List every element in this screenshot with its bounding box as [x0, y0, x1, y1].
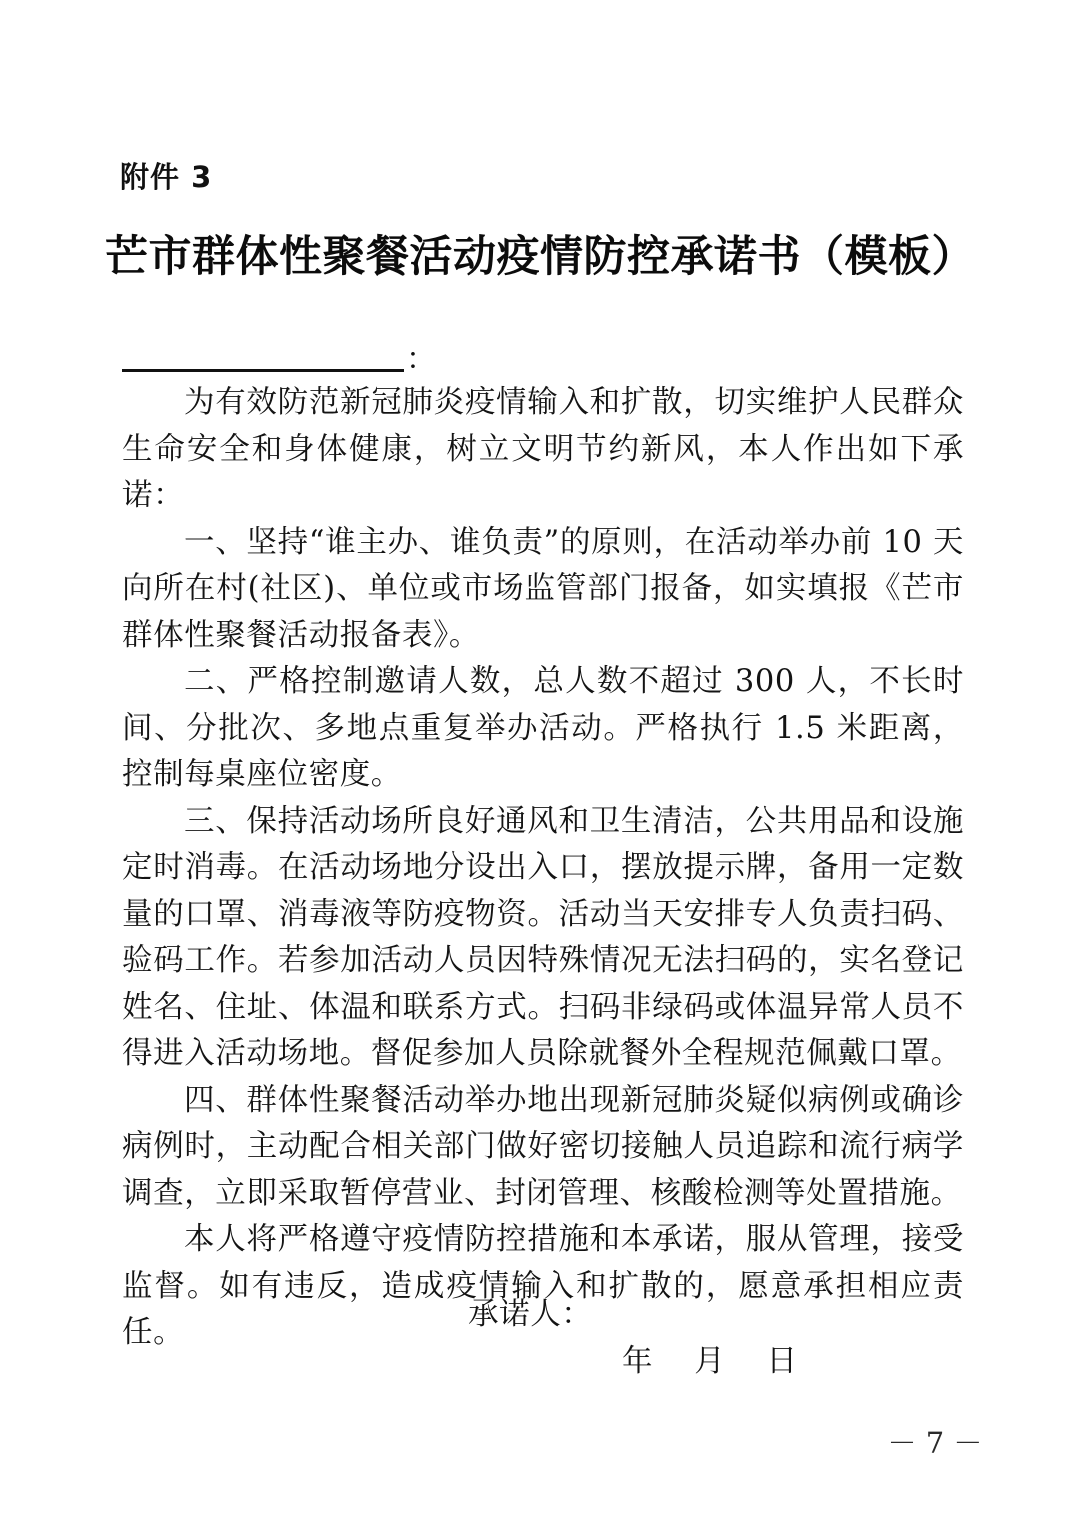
- page-number: － 7 －: [887, 1426, 983, 1460]
- paragraph-item-one: 一、坚持“谁主办、谁负责”的原则，在活动举办前 10 天向所在村(社区)、单位或市场监管部门报备，如实填报《芒市群体性聚餐活动报备表》。: [122, 524, 964, 653]
- addressee-blank: [122, 338, 436, 377]
- signature-block: [122, 1292, 964, 1385]
- paragraph-item-two: 二、严格控制邀请人数，总人数不超过 300 人，不长时间、分批次、多地点重复举办活动。严格执行 1.5 米距离，控制每桌座位密度。: [122, 664, 964, 792]
- document-body: [122, 380, 964, 1357]
- signature-date-line: 年 月 日: [622, 1343, 798, 1379]
- promisor-label: 承诺人：: [468, 1297, 593, 1332]
- addressee-colon: ：: [406, 342, 436, 377]
- paragraph-item-four: 四、群体性聚餐活动举办地出现新冠肺炎疑似病例或确诊病例时，主动配合相关部门做好密切接触人员追踪和流行病学调查，立即采取暂停营业、封闭管理、核酸检测等处置措施。: [122, 1082, 964, 1211]
- paragraph-intro: 为有效防范新冠肺炎疫情输入和扩散，切实维护人民群众生命安全和身体健康，树立文明节约新风，本人作出如下承诺：: [122, 385, 964, 513]
- addressee-underline: [122, 369, 404, 372]
- attachment-label: 附件 3: [120, 160, 213, 194]
- paragraph-closing: 本人将严格遵守疫情防控措施和本承诺，服从管理，接受监督。如有违反，造成疫情输入和扩散的，愿意承担相应责任。: [122, 1222, 964, 1350]
- paragraph-item-three: 三、保持活动场所良好通风和卫生清洁，公共用品和设施定时消毒。在活动场地分设出入口，摆放提示牌，备用一定数量的口罩、消毒液等防疫物资。活动当天安排专人负责扫码、验码工作。若参加活动人员因特殊情况无法扫码的，实名登记姓名、住址、体温和联系方式。扫码非绿码或体温异常人员不得进入活动场地。督促参加人员除就餐外全程规范佩戴口罩。: [122, 803, 964, 1071]
- page-title: 芒市群体性聚餐活动疫情防控承诺书（模板）: [105, 232, 975, 282]
